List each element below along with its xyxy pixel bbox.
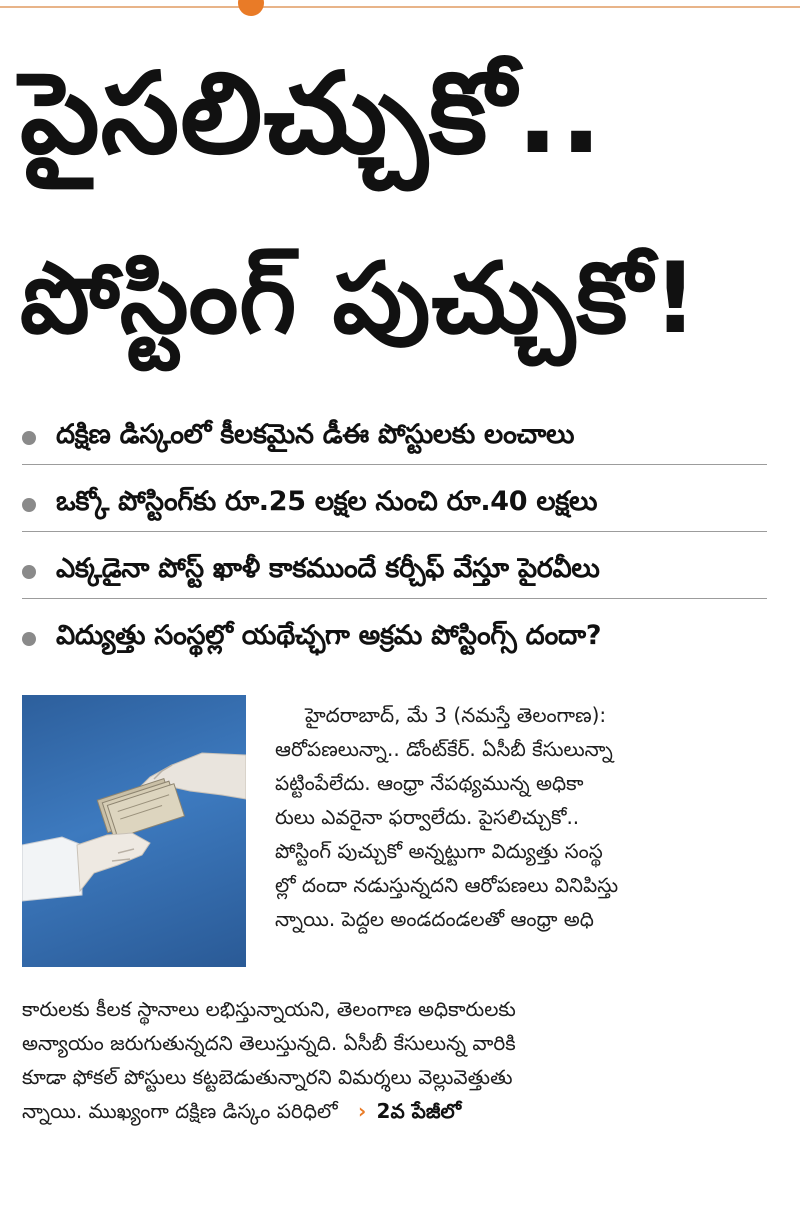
article-line: రులు ఎవరైనా ఫర్వాలేదు. పైసలిచ్చుకో.. (275, 805, 580, 829)
bullet-dot-icon (22, 498, 36, 512)
headline-line-2: పోస్టింగ్ పుచ్చుకో! (20, 242, 699, 356)
bullet-item (22, 546, 767, 599)
article-line: కారులకు కీలక స్థానాలు లభిస్తున్నాయని, తెలంగాణ అధికారులకు (22, 997, 516, 1021)
bullet-item (22, 613, 767, 665)
article-column-right (275, 698, 775, 936)
money-handover-illustration-icon (22, 695, 246, 967)
bullet-item (22, 479, 767, 532)
article-line: అన్యాయం జరుగుతున్నదని తెలుస్తున్నది. ఏసీబీ కేసులున్న వారికి (22, 1031, 516, 1055)
article-line: హైదరాబాద్, మే 3 (నమస్తే తెలంగాణ): (305, 703, 607, 727)
bullet-text: ఒక్కో పోస్టింగ్‌కు రూ.25 లక్షల నుంచి రూ.40 లక్షలు (56, 486, 598, 517)
article-line: న్నాయి. ముఖ్యంగా దక్షిణ డిస్కం పరిధిలో (22, 1099, 338, 1123)
bullet-dot-icon (22, 565, 36, 579)
article-photo (22, 695, 246, 967)
article-line: పోస్టింగ్ పుచ్చుకో అన్నట్టుగా విద్యుత్తు సంస్థ (275, 839, 603, 863)
top-rule (0, 6, 800, 8)
bullet-item (22, 412, 767, 465)
article-line: న్నాయి. పెద్దల అండదండలతో ఆంధ్రా అధి (275, 907, 594, 931)
article-line: కూడా ఫోకల్ పోస్టులు కట్టబెడుతున్నారని విమర్శలు వెల్లువెత్తుతు (22, 1065, 513, 1089)
bullet-text: ఎక్కడైనా పోస్ట్ ఖాళీ కాకముందే కర్చీఫ్ వేస్తూ పైరవీలు (56, 553, 600, 584)
article-line: ఆరోపణలున్నా.. డోంట్‌కేర్. ఏసీబీ కేసులున్నా (275, 737, 613, 761)
continuation-link[interactable]: 2వ పేజీలో (376, 1099, 462, 1123)
bullet-text: విద్యుత్తు సంస్థల్లో యథేచ్ఛగా అక్రమ పోస్టింగ్స్ దందా? (56, 620, 602, 651)
continuation-arrow-icon: › (357, 1099, 367, 1123)
bullet-dot-icon (22, 431, 36, 445)
bullet-list (22, 412, 767, 679)
article-body-full (22, 992, 772, 1128)
article-line: ల్లో దందా నడుస్తున్నదని ఆరోపణలు వినిపిస్తు (275, 873, 619, 897)
section-dot-icon (238, 0, 264, 16)
article-last-line (22, 1094, 772, 1128)
article-line: పట్టింపేలేదు. ఆంధ్రా నేపథ్యమున్న అధికా (275, 771, 584, 795)
headline-line-1: పైసలిచ్చుకో.. (20, 49, 604, 179)
bullet-text: దక్షిణ డిస్కంలో కీలకమైన డీఈ పోస్టులకు లంచాలు (56, 419, 575, 450)
bullet-dot-icon (22, 632, 36, 646)
